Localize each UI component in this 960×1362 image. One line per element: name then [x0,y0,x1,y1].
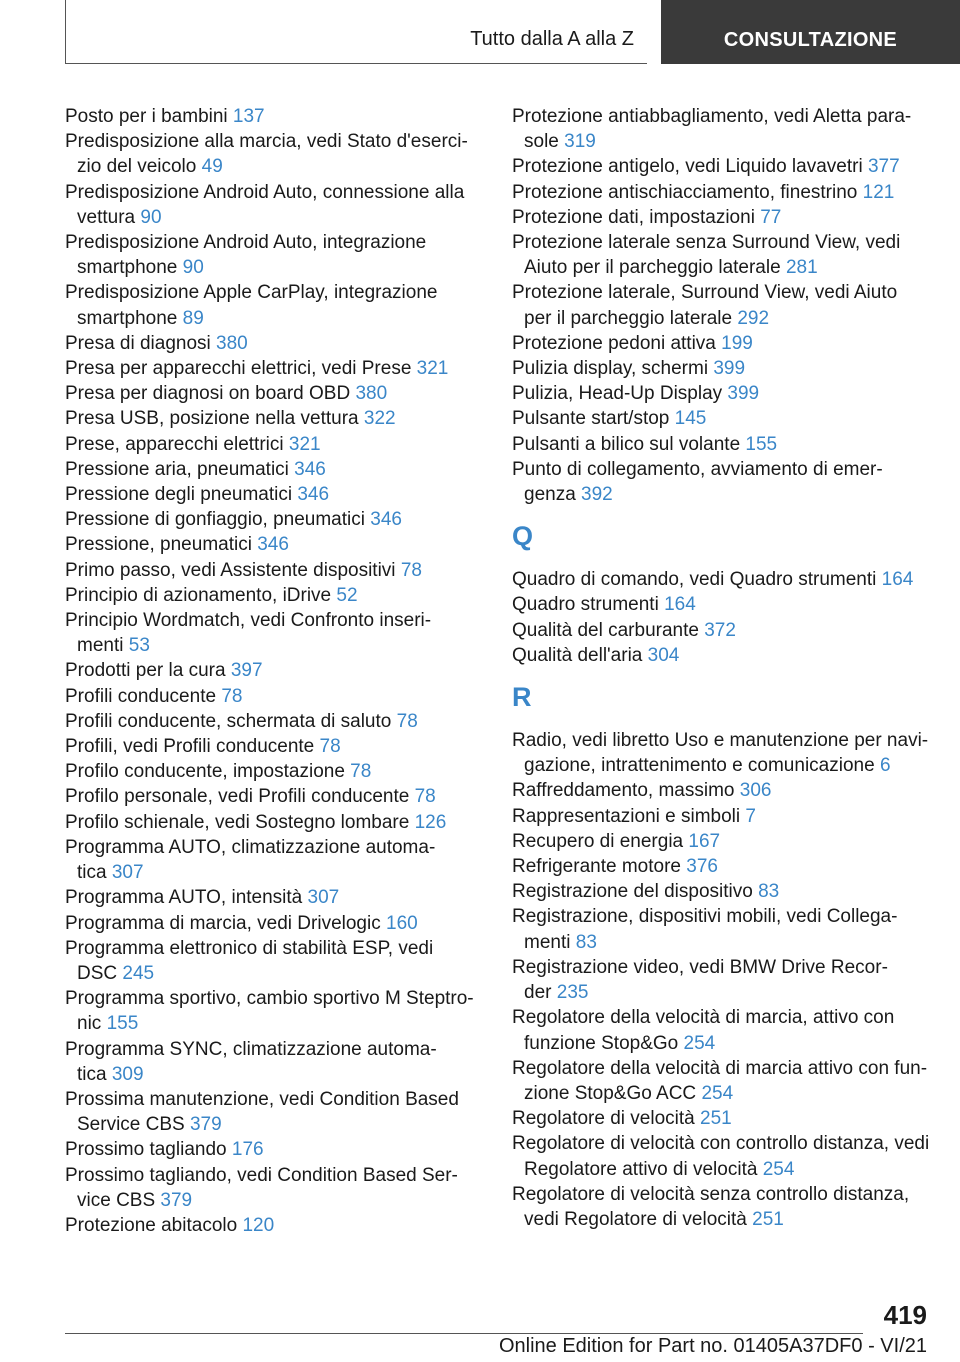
index-entry [65,432,485,457]
index-term-text: Pulsanti a bilico sul volante [512,433,746,455]
page-reference-link[interactable]: 121 [862,181,895,203]
page-reference-link[interactable]: 7 [745,805,756,827]
index-entry [65,583,485,608]
index-term-text: Prossima manutenzione, vedi Condition Based [65,1088,459,1110]
index-term-text: zione Stop&Go ACC [524,1082,702,1104]
header-divider [65,0,66,63]
index-column-right [512,104,937,1232]
index-term-text: smartphone [77,307,183,329]
page-reference-link[interactable]: 346 [257,534,289,556]
page-reference-link[interactable]: 397 [230,660,263,682]
index-entry-continuation [512,1081,937,1106]
page-reference-link[interactable]: 49 [201,156,223,178]
page-reference-link[interactable]: 304 [647,644,680,666]
index-entry [65,734,485,759]
index-entry [512,1182,937,1207]
page-reference-link[interactable]: 392 [581,484,613,506]
index-entry [512,154,937,179]
index-section-letter: Q [512,521,534,552]
index-term-text: Raffreddamento, massimo [512,780,740,802]
index-term-text: Programma elettronico di stabilità ESP, vedi [65,937,434,959]
index-term-text: Regolatore di velocità [512,1108,700,1130]
index-term-text: genza [524,484,582,506]
index-term-text: Pressione aria, pneumatici [65,458,295,480]
page-reference-link[interactable]: 52 [336,584,358,606]
page-reference-link[interactable]: 380 [355,383,388,405]
index-term-text: Principio Wordmatch, vedi Confronto inseri‐ [65,610,432,632]
index-term-text: Regolatore attivo di velocità [524,1158,763,1180]
index-term-text: Pressione, pneumatici [65,534,258,556]
index-entry [65,986,485,1011]
index-term-text: Programma sportivo, cambio sportivo M Steptro‐ [65,988,474,1010]
index-entry-continuation [65,154,485,179]
page-reference-link[interactable]: 309 [111,1063,144,1085]
page-reference-link[interactable]: 379 [160,1189,193,1211]
index-entry [65,759,485,784]
index-term-text: Registrazione, dispositivi mobili, vedi Collega‐ [512,906,898,928]
page-reference-link[interactable]: 399 [713,358,746,380]
index-entry [65,180,485,205]
index-entry [65,280,485,305]
page-reference-link[interactable]: 164 [881,569,914,591]
page-reference-link[interactable]: 78 [319,736,341,758]
index-term-text: Predisposizione Android Auto, integrazione [65,232,427,254]
page-reference-link[interactable]: 155 [745,433,778,455]
index-term-text: Predisposizione alla marcia, vedi Stato d'eserci‐ [65,131,468,153]
index-term-text: Protezione laterale senza Surround View, vedi [512,232,901,254]
index-term-text: tica [77,862,112,884]
index-entry [512,180,937,205]
index-entry-continuation [512,1031,937,1056]
index-term-text: Primo passo, vedi Assistente dispositivi [65,559,401,581]
index-entry [65,1087,485,1112]
page-reference-link[interactable]: 78 [400,559,422,581]
page-reference-link[interactable]: 346 [297,484,330,506]
index-entry [65,507,485,532]
index-term-text: Pressione di gonfiaggio, pneumatici [65,509,371,531]
index-term-text: Prossimo tagliando, vedi Condition Based Ser‐ [65,1164,458,1186]
index-entry [65,911,485,936]
page-reference-link[interactable]: 6 [879,755,891,777]
index-term-text: tica [77,1063,112,1085]
page-reference-link[interactable]: 167 [688,830,721,852]
index-entry [65,608,485,633]
index-entry-continuation [65,1188,485,1213]
index-term-text: zio del veicolo [77,156,202,178]
index-entry-continuation [512,255,937,280]
index-entry-continuation [512,129,937,154]
page-reference-link[interactable]: 307 [111,862,144,884]
index-entry [512,356,937,381]
index-entry [65,1037,485,1062]
page-reference-link[interactable]: 78 [414,786,436,808]
page-reference-link[interactable]: 372 [704,619,736,641]
page-reference-link[interactable]: 235 [556,982,589,1004]
page-reference-link[interactable]: 251 [700,1108,732,1130]
index-entry [65,835,485,860]
index-entry [512,904,937,929]
index-term-text: Protezione abitacolo [65,1214,243,1236]
index-term-text: Profili conducente, schermata di saluto [65,710,397,732]
index-entry [65,457,485,482]
index-entry [512,618,937,643]
index-term-text: Presa di diagnosi [65,332,217,354]
page-reference-link[interactable]: 319 [564,131,596,153]
page-reference-link[interactable]: 83 [575,931,597,953]
page-reference-link[interactable]: 254 [683,1032,716,1054]
index-term-text: Prossimo tagliando [65,1139,232,1161]
index-entry-continuation [65,860,485,885]
index-entry [65,381,485,406]
page-reference-link[interactable]: 120 [242,1214,275,1236]
index-term-text: Profili, vedi Profili conducente [65,736,320,758]
page-reference-link[interactable]: 78 [350,761,372,783]
index-term-text: Pulizia, Head-Up Display [512,383,728,405]
index-term-text: Regolatore della velocità di marcia, attivo con [512,1007,895,1029]
index-entry [512,854,937,879]
index-term-text: Pulsante start/stop [512,408,675,430]
page-reference-link[interactable]: 281 [785,257,818,279]
index-entry [65,1213,485,1238]
index-term-text: menti [77,635,129,657]
index-entry [65,684,485,709]
page-reference-link[interactable]: 379 [189,1114,222,1136]
index-term-text: Regolatore della velocità di marcia attivo con fun‐ [512,1057,928,1079]
index-entry-continuation [512,1157,937,1182]
index-entry [512,432,937,457]
index-entry [65,558,485,583]
page-reference-link[interactable]: 145 [674,408,707,430]
page-number: 419 [883,1300,927,1330]
index-entry [512,778,937,803]
page-reference-link[interactable]: 346 [294,458,326,480]
page-reference-link[interactable]: 377 [867,156,900,178]
index-entry [512,1106,937,1131]
page-reference-link[interactable]: 126 [414,811,447,833]
index-entry [512,457,937,482]
page-reference-link[interactable]: 53 [128,635,150,657]
index-term-text: Radio, vedi libretto Uso e manutenzione per navi‐ [512,730,929,752]
index-entry-continuation [65,961,485,986]
index-term-text: Registrazione video, vedi BMW Drive Recor‐ [512,956,888,978]
index-entry [512,879,937,904]
index-term-text: Programma di marcia, vedi Drivelogic [65,912,386,934]
index-entry [512,381,937,406]
index-entry [65,356,485,381]
index-entry [512,592,937,617]
index-entry [512,230,937,255]
index-entry [65,230,485,255]
index-entry [65,406,485,431]
index-entry-continuation [65,1011,485,1036]
index-term-text: vedi Regolatore di velocità [524,1208,753,1230]
index-term-text: Punto di collegamento, avviamento di emer‐ [512,458,883,480]
index-term-text: Protezione laterale, Surround View, vedi Aiuto [512,282,898,304]
page-reference-link[interactable]: 254 [701,1082,734,1104]
index-entry-continuation [65,1062,485,1087]
index-term-text: Regolatore di velocità senza controllo distanza, [512,1183,910,1205]
index-entry-continuation [65,1112,485,1137]
index-entry-continuation [512,306,937,331]
index-entry [65,658,485,683]
index-entry-continuation [512,753,937,778]
index-entry [65,331,485,356]
index-term-text: smartphone [77,257,183,279]
page-reference-link[interactable]: 399 [727,383,760,405]
index-entry [512,643,937,668]
index-term-text: Quadro strumenti [512,594,665,616]
index-entry-continuation [512,930,937,955]
index-term-text: vettura [77,206,141,228]
page-reference-link[interactable]: 83 [758,881,780,903]
index-term-text: Prodotti per la cura [65,660,231,682]
index-entry [65,532,485,557]
page-reference-link[interactable]: 199 [721,332,753,354]
index-term-text: Pressione degli pneumatici [65,484,298,506]
index-entry [512,104,937,129]
index-term-text: Predisposizione Android Auto, connessione alla [65,181,465,203]
page-reference-link[interactable]: 307 [307,887,340,909]
page-reference-link[interactable]: 160 [386,912,418,934]
page-reference-link[interactable]: 78 [221,685,243,707]
index-term-text: Programma AUTO, intensità [65,887,308,909]
index-term-text: Predisposizione Apple CarPlay, integrazione [65,282,438,304]
page-reference-link[interactable]: 254 [762,1158,795,1180]
index-term-text: Posto per i bambini [65,106,233,127]
index-entry-continuation [65,633,485,658]
index-entry [512,331,937,356]
page-reference-link[interactable]: 89 [182,307,204,329]
index-term-text: Regolatore di velocità con controllo distanza, vedi [512,1133,930,1155]
header-underline [65,63,647,64]
index-term-text: funzione Stop&Go [524,1032,684,1054]
index-entry [512,1056,937,1081]
index-entry-continuation [65,205,485,230]
page-reference-link[interactable]: 251 [752,1208,784,1230]
index-entry-continuation [65,306,485,331]
page-reference-link[interactable]: 245 [122,962,155,984]
index-term-text: Qualità dell'aria [512,644,648,666]
index-entry [512,406,937,431]
index-term-text: Qualità del carburante [512,619,705,641]
index-term-text: der [524,982,557,1004]
index-term-text: per il parcheggio laterale [524,307,738,329]
index-term-text: Presa USB, posizione nella vettura [65,408,364,430]
index-entry-continuation [65,255,485,280]
index-term-text: Profili conducente [65,685,222,707]
index-term-text: Presa per apparecchi elettrici, vedi Prese [65,358,417,380]
footer-divider [65,1333,863,1334]
header-title: Tutto dalla A alla Z [470,28,634,50]
page-reference-link[interactable]: 322 [363,408,396,430]
index-term-text: Programma AUTO, climatizzazione automa‐ [65,836,436,858]
index-entry [65,709,485,734]
page-reference-link[interactable]: 321 [288,433,321,455]
index-entry [65,129,485,154]
index-entry [512,567,937,592]
index-entry [65,784,485,809]
index-term-text: sole [524,131,565,153]
index-column-left [65,104,485,1238]
index-term-text: Protezione antiabbagliamento, vedi Aletta para‐ [512,106,912,127]
page-reference-link[interactable]: 306 [739,780,772,802]
index-term-text: Protezione dati, impostazioni [512,206,761,228]
index-term-text: Protezione pedoni attiva [512,332,722,354]
index-term-text: menti [524,931,576,953]
index-term-text: Profilo conducente, impostazione [65,761,351,783]
index-term-text: Aiuto per il parcheggio laterale [524,257,786,279]
index-term-text: Profilo personale, vedi Profili conducente [65,786,415,808]
page-reference-link[interactable]: 346 [370,509,402,531]
page-reference-link[interactable]: 90 [140,206,162,228]
index-term-text: Protezione antischiacciamento, finestrino [512,181,863,203]
index-entry [512,728,937,753]
index-entry [512,829,937,854]
index-entry [65,810,485,835]
page-reference-link[interactable]: 376 [686,856,718,878]
page-reference-link[interactable]: 380 [216,332,248,354]
index-entry-continuation [512,1207,937,1232]
index-entry [512,1131,937,1156]
index-term-text: Recupero di energia [512,830,689,852]
index-term-text: vice CBS [77,1189,161,1211]
index-term-text: Principio di azionamento, iDrive [65,584,337,606]
index-term-text: Registrazione del dispositivo [512,881,759,903]
index-term-text: Service CBS [77,1114,190,1136]
index-entry [65,482,485,507]
index-entry-continuation [512,482,937,507]
footer-edition: Online Edition for Part no. 01405A37DF0 - VI/21 [498,1335,927,1357]
page-reference-link[interactable]: 321 [416,358,449,380]
page-reference-link[interactable]: 137 [232,106,265,127]
index-entry [65,885,485,910]
index-term-text: gazione, intrattenimento e comunicazione [524,755,880,777]
index-entry [65,1137,485,1162]
index-section-letter: R [512,682,532,713]
section-tab: CONSULTAZIONE [661,0,960,64]
index-term-text: Rappresentazioni e simboli [512,805,746,827]
index-entry [512,955,937,980]
index-term-text: Prese, apparecchi elettrici [65,433,289,455]
index-entry [512,280,937,305]
index-entry [65,104,485,129]
index-term-text: Quadro di comando, vedi Quadro strumenti [512,569,882,591]
index-term-text: DSC [77,962,123,984]
page-reference-link[interactable]: 77 [760,206,782,228]
page-reference-link[interactable]: 164 [664,594,696,616]
index-term-text: Refrigerante motore [512,856,687,878]
index-term-text: Programma SYNC, climatizzazione automa‐ [65,1038,437,1060]
page-reference-link[interactable]: 78 [396,710,418,732]
page-reference-link[interactable]: 90 [182,257,204,279]
index-entry [65,1163,485,1188]
index-entry [65,936,485,961]
index-entry [512,804,937,829]
page-reference-link[interactable]: 292 [737,307,770,329]
index-term-text: Protezione antigelo, vedi Liquido lavavetri [512,156,868,178]
index-entry [512,205,937,230]
index-term-text: nic [77,1013,107,1035]
page-reference-link[interactable]: 155 [106,1013,139,1035]
index-entry-continuation [512,980,937,1005]
index-term-text: Profilo schienale, vedi Sostegno lombare [65,811,415,833]
index-term-text: Pulizia display, schermi [512,358,714,380]
index-entry [512,1005,937,1030]
page-reference-link[interactable]: 176 [231,1139,264,1161]
index-term-text: Presa per diagnosi on board OBD [65,383,356,405]
